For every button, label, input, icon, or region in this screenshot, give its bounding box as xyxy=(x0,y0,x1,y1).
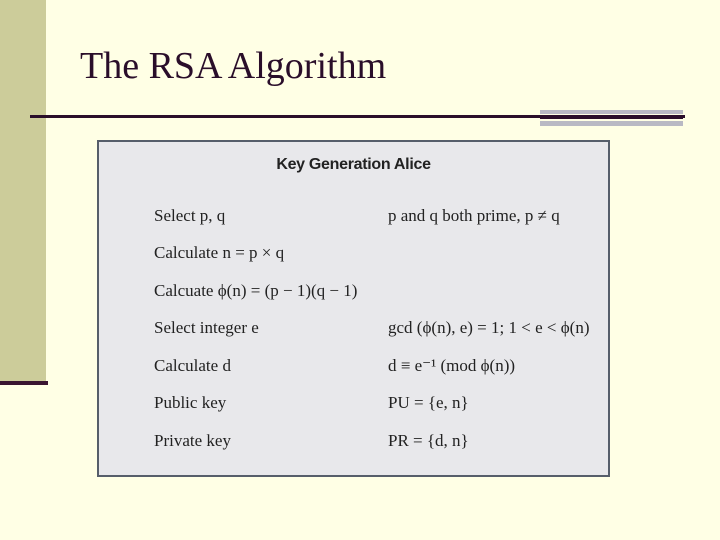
row-step: Calcuate ϕ(n) = (p − 1)(q − 1) xyxy=(154,281,358,300)
row-step: Calculate d xyxy=(154,356,231,375)
table-row xyxy=(99,393,608,417)
row-condition: gcd (ϕ(n), e) = 1; 1 < e < ϕ(n) xyxy=(388,318,590,337)
side-accent-foot xyxy=(0,381,48,385)
table-row xyxy=(99,281,608,305)
table-row xyxy=(99,243,608,267)
row-step: Private key xyxy=(154,431,231,450)
row-step: Select integer e xyxy=(154,318,259,337)
row-step: Calculate n = p × q xyxy=(154,243,285,262)
row-condition: PU = {e, n} xyxy=(388,393,469,412)
row-condition: p and q both prime, p ≠ q xyxy=(388,206,560,225)
slide-title: The RSA Algorithm xyxy=(80,45,387,87)
table-row xyxy=(99,356,608,380)
table-heading: Key Generation Alice xyxy=(276,156,431,173)
row-step: Select p, q xyxy=(154,206,226,225)
row-step: Public key xyxy=(154,393,227,412)
row-condition: d ≡ e⁻¹ (mod ϕ(n)) xyxy=(388,356,516,375)
table-row xyxy=(99,206,608,230)
table-row xyxy=(99,431,608,455)
key-generation-table xyxy=(97,140,610,477)
row-condition: PR = {d, n} xyxy=(388,431,469,450)
table-row xyxy=(99,318,608,342)
title-divider-accent xyxy=(540,110,683,126)
side-accent-bar xyxy=(0,0,46,383)
